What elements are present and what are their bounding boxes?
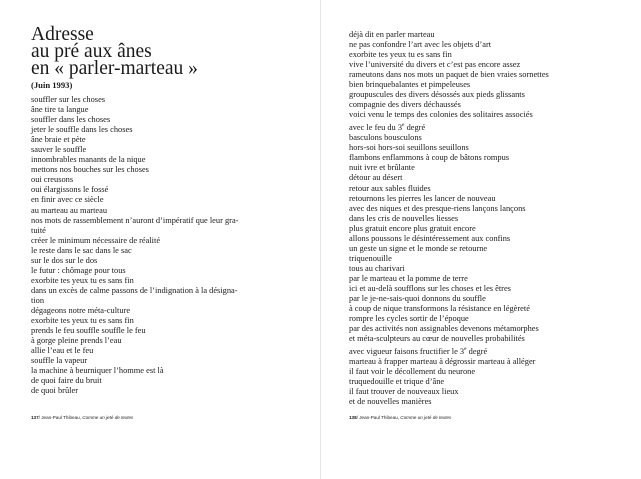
poem-line: souffler dans les choses bbox=[31, 115, 111, 125]
poem-line: mettons nos bouches sur les choses bbox=[31, 165, 149, 175]
poem-line: jeter le souffle dans les choses bbox=[31, 125, 133, 135]
poem-line: déjà dit en parler marteau bbox=[349, 30, 435, 39]
poem-title bbox=[31, 26, 198, 77]
poem-line: par le marteau et la pomme de terre bbox=[349, 273, 468, 283]
poem-line: innombrables manants de la nique bbox=[31, 155, 146, 165]
left-page bbox=[0, 0, 320, 479]
page-number: 138 bbox=[349, 415, 357, 420]
title-line: au pré aux ânes bbox=[31, 41, 152, 62]
poem-line: voici venu le temps des colonies des solitaires associés bbox=[349, 110, 533, 120]
poem-line: triquenouille bbox=[349, 253, 392, 263]
poem-line: le futur : chômage pour tous bbox=[31, 265, 126, 275]
poem-line: à gorge pleine prends l’eau bbox=[31, 336, 122, 346]
title-line: Adresse bbox=[31, 24, 94, 45]
poem-line: ici et au-delà soufflons sur les choses et les êtres bbox=[349, 283, 511, 293]
poem-lines-right bbox=[349, 30, 549, 407]
poem-line: bien brinquebalantes et pimpeleuses bbox=[349, 80, 471, 90]
poem-line: dégageons notre méta-culture bbox=[31, 305, 131, 315]
poem-line: marteau à frapper marteau à dégrossir marteau à alléger bbox=[349, 357, 536, 367]
poem-line: tous au charivari bbox=[349, 263, 405, 273]
poem-line: groupuscules des divers désossés aux pieds glissants bbox=[349, 90, 525, 100]
ordinal-superscript: e bbox=[464, 346, 467, 353]
poem-line: retournons les pierres les lancer de nouveau bbox=[349, 193, 496, 203]
poem-line: basculons bousculons bbox=[349, 133, 422, 143]
poem-line: de quoi brûler bbox=[31, 386, 78, 396]
poem-line: souffle la vapeur bbox=[31, 356, 88, 366]
poem-line: nos mots de rassemblement n’auront d’impératif que leur gra- bbox=[31, 215, 239, 225]
poem-line: exorbite tes yeux tu es sans fin bbox=[31, 275, 134, 285]
poem-line: un geste un signe et le monde se retourne bbox=[349, 243, 488, 253]
poem-date: (Juin 1993) bbox=[31, 80, 73, 90]
ordinal-superscript: e bbox=[402, 122, 405, 129]
poem-line: avec vigueur faisons fructifier le 3e degré bbox=[349, 346, 488, 357]
poem-line: en finir avec ce siècle bbox=[31, 195, 104, 205]
poem-line: par le je-ne-sais-quoi donnons du souffle bbox=[349, 294, 486, 304]
poem-line: sur le dos sur le dos bbox=[31, 255, 98, 265]
poem-line: exorbite tes yeux tu es sans fin bbox=[31, 316, 134, 326]
poem-line: âne tire ta langue bbox=[31, 105, 89, 115]
poem-line: détour au désert bbox=[349, 173, 403, 183]
poem-line: dans un excès de calme passons de l’indignation à la désigna- bbox=[31, 285, 238, 295]
poem-line: par des activités non assignables devenons métamorphes bbox=[349, 324, 539, 334]
poem-line: la machine à beurniquer l’homme est là bbox=[31, 366, 164, 376]
poem-line: oui creusons bbox=[31, 175, 74, 185]
poem-line: tuité bbox=[31, 225, 46, 235]
poem-line: allie l’eau et le feu bbox=[31, 346, 94, 356]
poem-line: avec des niques et des presque-riens lançons lançons bbox=[349, 203, 526, 213]
poem-line: rompre les cycles sortir de l’époque bbox=[349, 314, 469, 324]
right-page bbox=[321, 0, 641, 479]
poem-line: compagnie des divers déchaussés bbox=[349, 100, 461, 110]
poem-line: ne pas confondre l’art avec les objets d’art bbox=[349, 40, 492, 50]
poem-line: avec le feu du 3e degré bbox=[349, 122, 426, 133]
poem-line: dans les cris de nouvelles liesses bbox=[349, 213, 459, 223]
poem-line: souffler sur les choses bbox=[31, 95, 106, 104]
poem-line: flambons enflammons à coup de bâtons rompus bbox=[349, 153, 510, 163]
poem-line: le reste dans le sac dans le sac bbox=[31, 245, 132, 255]
poem-line: sauver le souffle bbox=[31, 145, 87, 155]
poem-line: rameutons dans nos mots un paquet de bien vraies sornettes bbox=[349, 70, 549, 80]
poem-line: de quoi faire du bruit bbox=[31, 376, 102, 386]
poem-line: tion bbox=[31, 295, 45, 305]
poem-line: et de nouvelles manières bbox=[349, 397, 432, 407]
poem-line: à coup de nique transformons la résistance en légèreté bbox=[349, 304, 530, 314]
poem-line: oui élargissons le fossé bbox=[31, 185, 109, 195]
poem-line: créer le minimum nécessaire de réalité bbox=[31, 235, 161, 245]
poem-line: nuit ivre et brûlante bbox=[349, 163, 415, 173]
poem-line: et méta-sculpteurs au cœur de nouvelles probabilités bbox=[349, 334, 525, 344]
page-footer-left bbox=[31, 415, 133, 421]
footer-author: / Jean-Paul Thibeau, bbox=[356, 415, 401, 420]
poem-line: retour aux sables fluides bbox=[349, 183, 431, 193]
page-number: 137 bbox=[31, 415, 39, 420]
poem-lines-left bbox=[31, 95, 238, 396]
poem-line: hors-soi hors-soi seuillons seuillons bbox=[349, 143, 469, 153]
poem-line: âne braie et pète bbox=[31, 135, 86, 145]
poem-line: truquedouille et trique d’âne bbox=[349, 377, 445, 387]
footer-book-title: Comme un jeté de textes bbox=[400, 415, 452, 420]
poem-line: il faut trouver de nouveaux lieux bbox=[349, 387, 459, 397]
footer-book-title: Comme un jeté de textes bbox=[82, 415, 134, 420]
page-footer-right bbox=[349, 415, 451, 421]
poem-line: au marteau au marteau bbox=[31, 205, 108, 215]
poem-line: vive l’université du divers et c’est pas encore assez bbox=[349, 60, 521, 70]
poem-line: plus gratuit encore plus gratuit encore bbox=[349, 223, 476, 233]
poem-line: prends le feu souffle souffle le feu bbox=[31, 326, 146, 336]
poem-line: exorbite tes yeux tu es sans fin bbox=[349, 50, 452, 60]
footer-author: / Jean-Paul Thibeau, bbox=[38, 415, 83, 420]
title-line: en « parler-marteau » bbox=[31, 58, 198, 79]
poem-line: allons poussons le désintéressement aux confins bbox=[349, 233, 511, 243]
poem-line: il faut voir le décollement du neurone bbox=[349, 367, 476, 377]
